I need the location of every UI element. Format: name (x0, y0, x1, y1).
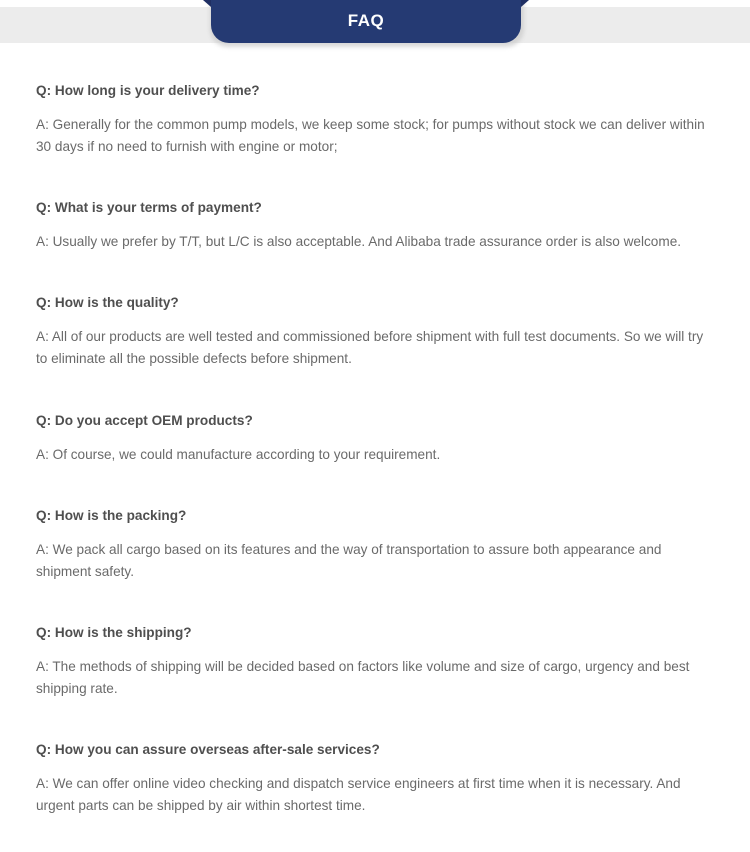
faq-list (36, 82, 712, 817)
faq-question: Q: What is your terms of payment? (36, 200, 262, 215)
faq-tab-right-fold (521, 0, 529, 7)
faq-item-oem (36, 412, 712, 507)
faq-answer: A: The methods of shipping will be decided based on factors like volume and size of cargo, urgency and best shipping rate. (36, 659, 690, 696)
faq-question: Q: How you can assure overseas after-sale services? (36, 742, 380, 757)
faq-answer: A: All of our products are well tested and commissioned before shipment with full test documents. So we will try to eliminate all the possible defects before shipment. (36, 329, 704, 366)
faq-question: Q: How is the quality? (36, 295, 179, 310)
page-title: FAQ (347, 11, 385, 30)
faq-question: Q: How is the packing? (36, 508, 187, 523)
faq-item-quality (36, 294, 712, 412)
faq-item-delivery-time (36, 82, 712, 199)
faq-question: Q: Do you accept OEM products? (36, 413, 253, 428)
faq-answer: A: Usually we prefer by T/T, but L/C is also acceptable. And Alibaba trade assurance order is also welcome. (36, 234, 682, 249)
faq-item-payment-terms (36, 199, 712, 294)
faq-tab (211, 0, 521, 43)
faq-question: Q: How is the shipping? (36, 625, 192, 640)
faq-item-packing (36, 507, 712, 624)
faq-answer: A: Of course, we could manufacture according to your requirement. (36, 447, 441, 462)
faq-answer: A: We pack all cargo based on its features and the way of transportation to assure both appearance and shipment safety. (36, 542, 662, 579)
faq-item-shipping (36, 624, 712, 741)
faq-tab-left-fold (203, 0, 211, 7)
faq-answer: A: Generally for the common pump models, we keep some stock; for pumps without stock we can deliver within 30 days if no need to furnish with engine or motor; (36, 117, 705, 154)
faq-answer: A: We can offer online video checking and dispatch service engineers at first time when it is necessary. And urgent parts can be shipped by air within shortest time. (36, 776, 681, 813)
faq-question: Q: How long is your delivery time? (36, 83, 260, 98)
faq-item-after-sale (36, 741, 712, 817)
